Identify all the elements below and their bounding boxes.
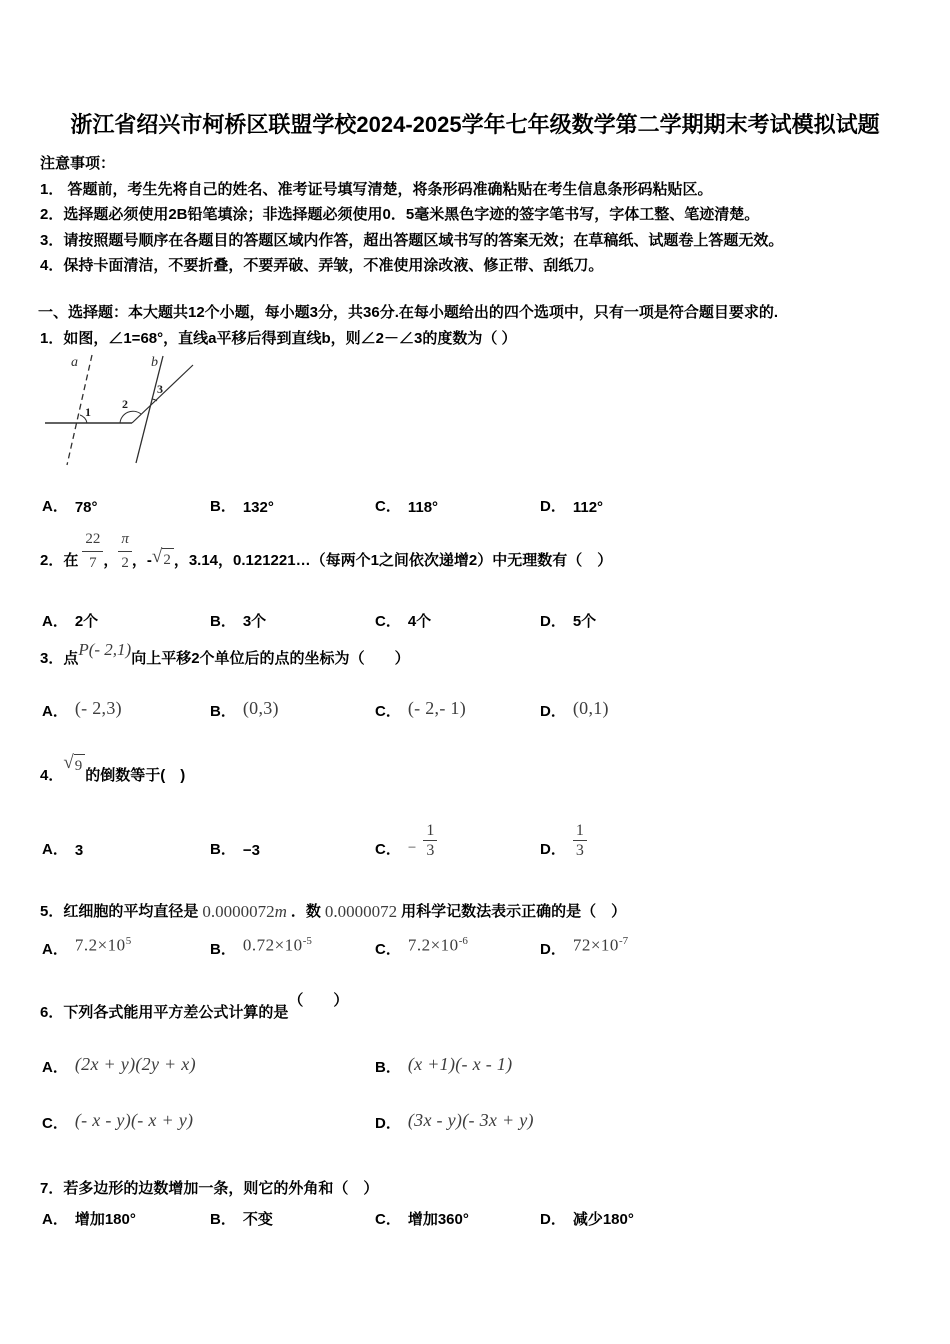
q5-option-a: A． $7.2\times 10^5$ bbox=[42, 935, 132, 958]
q6-options-row2 bbox=[42, 1112, 930, 1133]
question-3-text: 3．点 P(- 2,1) 向上平移2个单位后的点的坐标为（ ） bbox=[40, 640, 410, 667]
q4-option-c: C． − $\frac{1}{3}$ bbox=[375, 822, 540, 859]
q6-options-row1 bbox=[42, 1056, 930, 1077]
q5-option-d: D． $72\times 10^{-7}$ bbox=[540, 935, 629, 958]
page-title: 浙江省绍兴市柯桥区联盟学校2024-2025学年七年级数学第二学期期末考试模拟试题 bbox=[70, 112, 880, 137]
note-item-2: 2．选择题必须使用2B铅笔填涂；非选择题必须使用0．5毫米黑色字迹的签字笔书写，字体工整、笔迹清楚。 bbox=[40, 206, 760, 224]
q3-option-a: A． (- 2,3) bbox=[42, 698, 122, 720]
q6-option-a: A． (2x + y)(2y + x) bbox=[42, 1054, 196, 1076]
q6-answer-blank: （ ） bbox=[288, 992, 349, 1009]
q6-option-d: D． (3x - y)(- 3x + y) bbox=[375, 1110, 534, 1132]
line-b bbox=[136, 356, 163, 463]
label-angle-1: 1 bbox=[85, 405, 91, 419]
note-item-4: 4．保持卡面清洁，不要折叠，不要弄破、弄皱，不准使用涂改液、修正带、刮纸刀。 bbox=[40, 257, 604, 275]
note-item-3: 3．请按照题号顺序在各题目的答题区域内作答，超出答题区域书写的答案无效；在草稿纸、试题卷上答题无效。 bbox=[40, 231, 784, 249]
q2-option-c: C． 4个 bbox=[375, 613, 432, 630]
q3-option-c: C． (- 2,- 1) bbox=[375, 698, 467, 720]
q7-option-a: A． 增加180° bbox=[42, 1211, 136, 1228]
q1-figure bbox=[35, 353, 210, 473]
q3-option-d: D． (0,1) bbox=[540, 698, 609, 720]
note-item-1: 1． 答题前，考生先将自己的姓名、准考证号填写清楚，将条形码准确粘贴在考生信息条形码粘贴区。 bbox=[40, 180, 713, 198]
sqrt-9: √ 9 bbox=[63, 754, 85, 777]
q7-option-d: D． 减少180° bbox=[540, 1211, 634, 1228]
q5-option-c: C． $7.2\times 10^{-6}$ bbox=[375, 935, 468, 958]
question-4-text: 4． √ 9 的倒数等于( ) bbox=[40, 752, 186, 784]
label-angle-3: 3 bbox=[157, 382, 163, 396]
q1-option-b: B． 132° bbox=[210, 498, 274, 516]
notes-header: 注意事项： bbox=[40, 155, 116, 172]
q5-options bbox=[42, 935, 930, 959]
q2-options bbox=[42, 610, 930, 631]
q4-option-b: B． −3 bbox=[210, 841, 260, 859]
q3-options bbox=[42, 700, 930, 721]
q7-option-c: C． 增加360° bbox=[375, 1211, 469, 1228]
question-2-text: 2．在 $\frac{22}{7}$ ， $\frac{\pi}{2}$ ，- √ 2 ，3.14，0.121221…（每两个1之间依次递增2）中无理数有（ ） bbox=[40, 526, 612, 571]
section1-header: 一、选择题：本大题共12个小题，每小题3分，共36分.在每小题给出的四个选项中，只有一项是符合题目要求的. bbox=[38, 304, 779, 321]
fraction-pi-2: $\frac{\pi}{2}$ bbox=[118, 529, 132, 574]
q7-option-b: B． 不变 bbox=[210, 1211, 273, 1228]
label-angle-2: 2 bbox=[122, 397, 128, 411]
label-line-b: b bbox=[151, 355, 158, 370]
q4-options bbox=[42, 822, 930, 859]
sqrt-2: √ 2 bbox=[152, 548, 174, 571]
fraction-1-3-neg: $\frac{1}{3}$ bbox=[423, 822, 437, 859]
q7-options bbox=[42, 1208, 930, 1229]
q5-option-b: B． $0.72\times 10^{-5}$ bbox=[210, 935, 312, 958]
q4-option-a: A． 3 bbox=[42, 841, 84, 859]
fraction-1-3: $\frac{1}{3}$ bbox=[573, 822, 587, 859]
notes-section bbox=[40, 151, 922, 279]
q2-option-a: A． 2个 bbox=[42, 613, 99, 630]
q6-option-c: C． (- x - y)(- x + y) bbox=[42, 1110, 194, 1132]
point-p-expression: P(- 2,1) bbox=[78, 640, 132, 659]
q4-option-d: D． $\frac{1}{3}$ bbox=[540, 822, 930, 859]
fraction-22-7: $\frac{22}{7}$ bbox=[82, 529, 103, 574]
q1-options bbox=[42, 495, 930, 516]
q2-option-b: B． 3个 bbox=[210, 613, 267, 630]
question-1-text: 1．如图，∠1=68°，直线a平移后得到直线b，则∠2－∠3的度数为（ ） bbox=[40, 330, 517, 347]
minus-sign: − bbox=[407, 840, 417, 856]
q1-option-a: A． 78° bbox=[42, 498, 98, 516]
question-6-text: 6．下列各式能用平方差公式计算的是 （ ） bbox=[40, 992, 349, 1021]
q3-option-b: B． (0,3) bbox=[210, 698, 279, 720]
q1-option-c: C． 118° bbox=[375, 498, 439, 516]
q6-option-b: B． (x +1)(- x - 1) bbox=[375, 1054, 513, 1076]
question-5-text: 5．红细胞的平均直径是 0.0000072 m ．数 0.0000072 用科学记数法表示正确的是（ ） bbox=[40, 902, 627, 921]
question-7-text: 7．若多边形的边数增加一条，则它的外角和（ ） bbox=[40, 1180, 379, 1197]
label-line-a: a bbox=[71, 355, 78, 370]
q2-option-d: D． 5个 bbox=[540, 613, 597, 630]
q1-option-d: D． 112° bbox=[540, 498, 604, 516]
